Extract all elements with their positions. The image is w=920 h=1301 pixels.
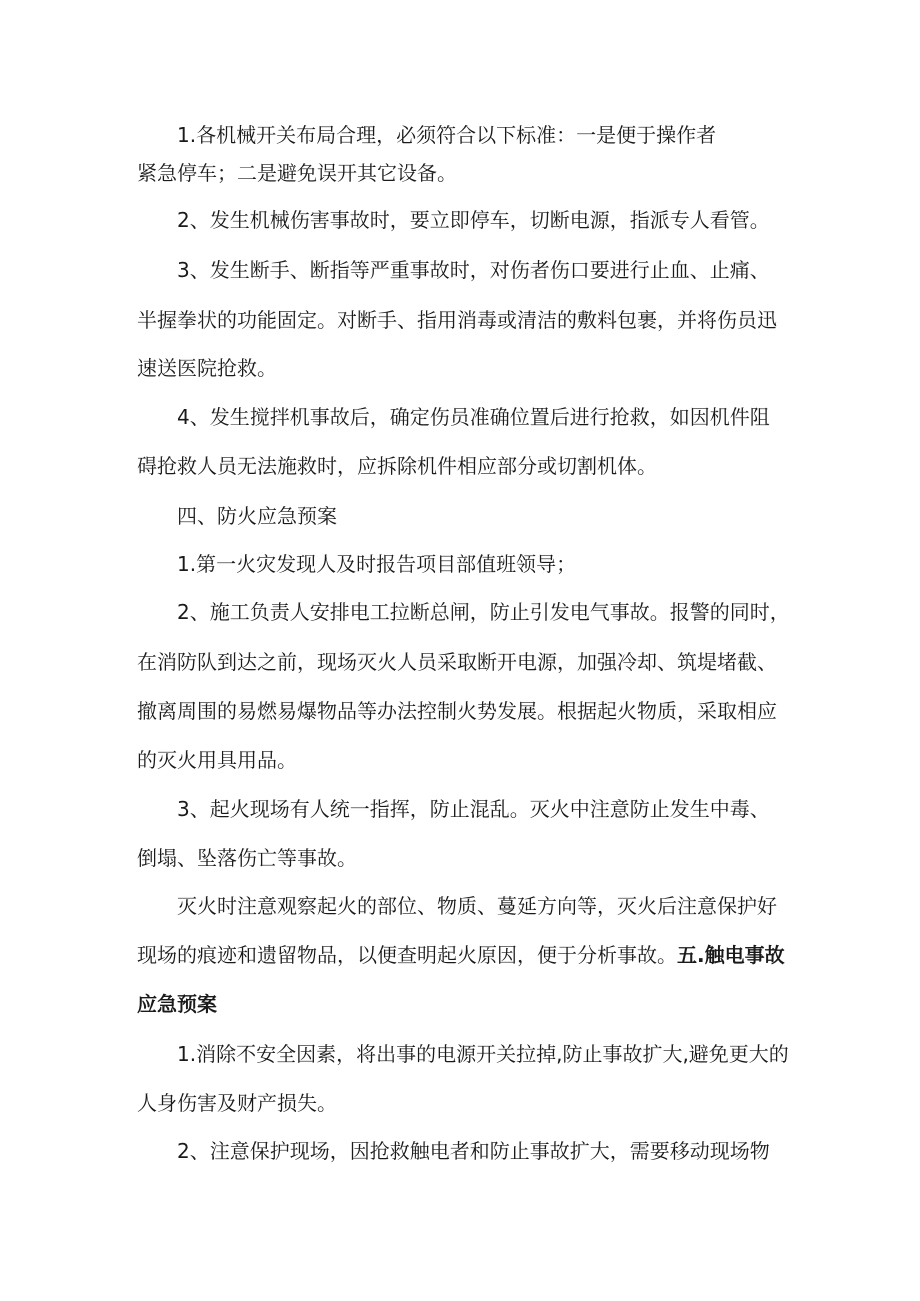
paragraph-text: 2、施工负责人安排电工拉断总闸，防止引发电气事故。报警的同时， xyxy=(177,600,790,624)
paragraph-text: 倒塌、坠落伤亡等事故。 xyxy=(137,846,357,870)
paragraph-text: 3、起火现场有人统一指挥，防止混乱。灭火中注意防止发生中毒、 xyxy=(177,797,770,821)
section-heading: 应急预案 xyxy=(137,992,217,1016)
paragraph-text: 人身伤害及财产损失。 xyxy=(137,1091,337,1115)
paragraph-text: 4、发生搅拌机事故后，确定伤员准确位置后进行抢救，如因机件阻 xyxy=(177,405,770,429)
paragraph-text: 速送医院抢救。 xyxy=(137,356,277,380)
section-heading: 五.触电事故 xyxy=(677,943,785,967)
paragraph-text xyxy=(137,941,785,969)
section-heading-continued xyxy=(137,990,217,1018)
paragraph-text-run: 现场的痕迹和遗留物品，以便查明起火原因，便于分析事故。 xyxy=(137,943,677,967)
paragraph-text: 2、注意保护现场，因抢救触电者和防止事故扩大，需要移动现场物 xyxy=(177,1139,770,1163)
paragraph-text: 的灭火用具用品。 xyxy=(137,748,297,772)
paragraph-text: 1.各机械开关布局合理，必须符合以下标准：一是便于操作者 xyxy=(177,123,717,147)
section-heading: 四、防火应急预案 xyxy=(177,504,337,528)
paragraph-text: 灭火时注意观察起火的部位、物质、蔓延方向等，灭火后注意保护好 xyxy=(177,894,777,918)
paragraph-text: 1.消除不安全因素，将出事的电源开关拉掉,防止事故扩大,避免更大的 xyxy=(177,1042,789,1066)
paragraph-text: 2、发生机械伤害事故时，要立即停车，切断电源，指派专人看管。 xyxy=(177,208,770,232)
paragraph-text: 在消防队到达之前，现场灭火人员采取断开电源，加强冷却、筑堤堵截、 xyxy=(137,650,777,674)
paragraph-text: 碍抢救人员无法施救时，应拆除机件相应部分或切割机体。 xyxy=(137,454,657,478)
paragraph-text: 3、发生断手、断指等严重事故时，对伤者伤口要进行止血、止痛、 xyxy=(177,258,770,282)
paragraph-text: 紧急停车；二是避免误开其它设备。 xyxy=(137,161,457,185)
paragraph-text: 1.第一火灾发现人及时报告项目部值班领导； xyxy=(177,552,577,576)
paragraph-text: 半握拳状的功能固定。对断手、指用消毒或清洁的敷料包裹，并将伤员迅 xyxy=(137,308,777,332)
paragraph-text: 撤离周围的易燃易爆物品等办法控制火势发展。根据起火物质，采取相应 xyxy=(137,699,777,723)
